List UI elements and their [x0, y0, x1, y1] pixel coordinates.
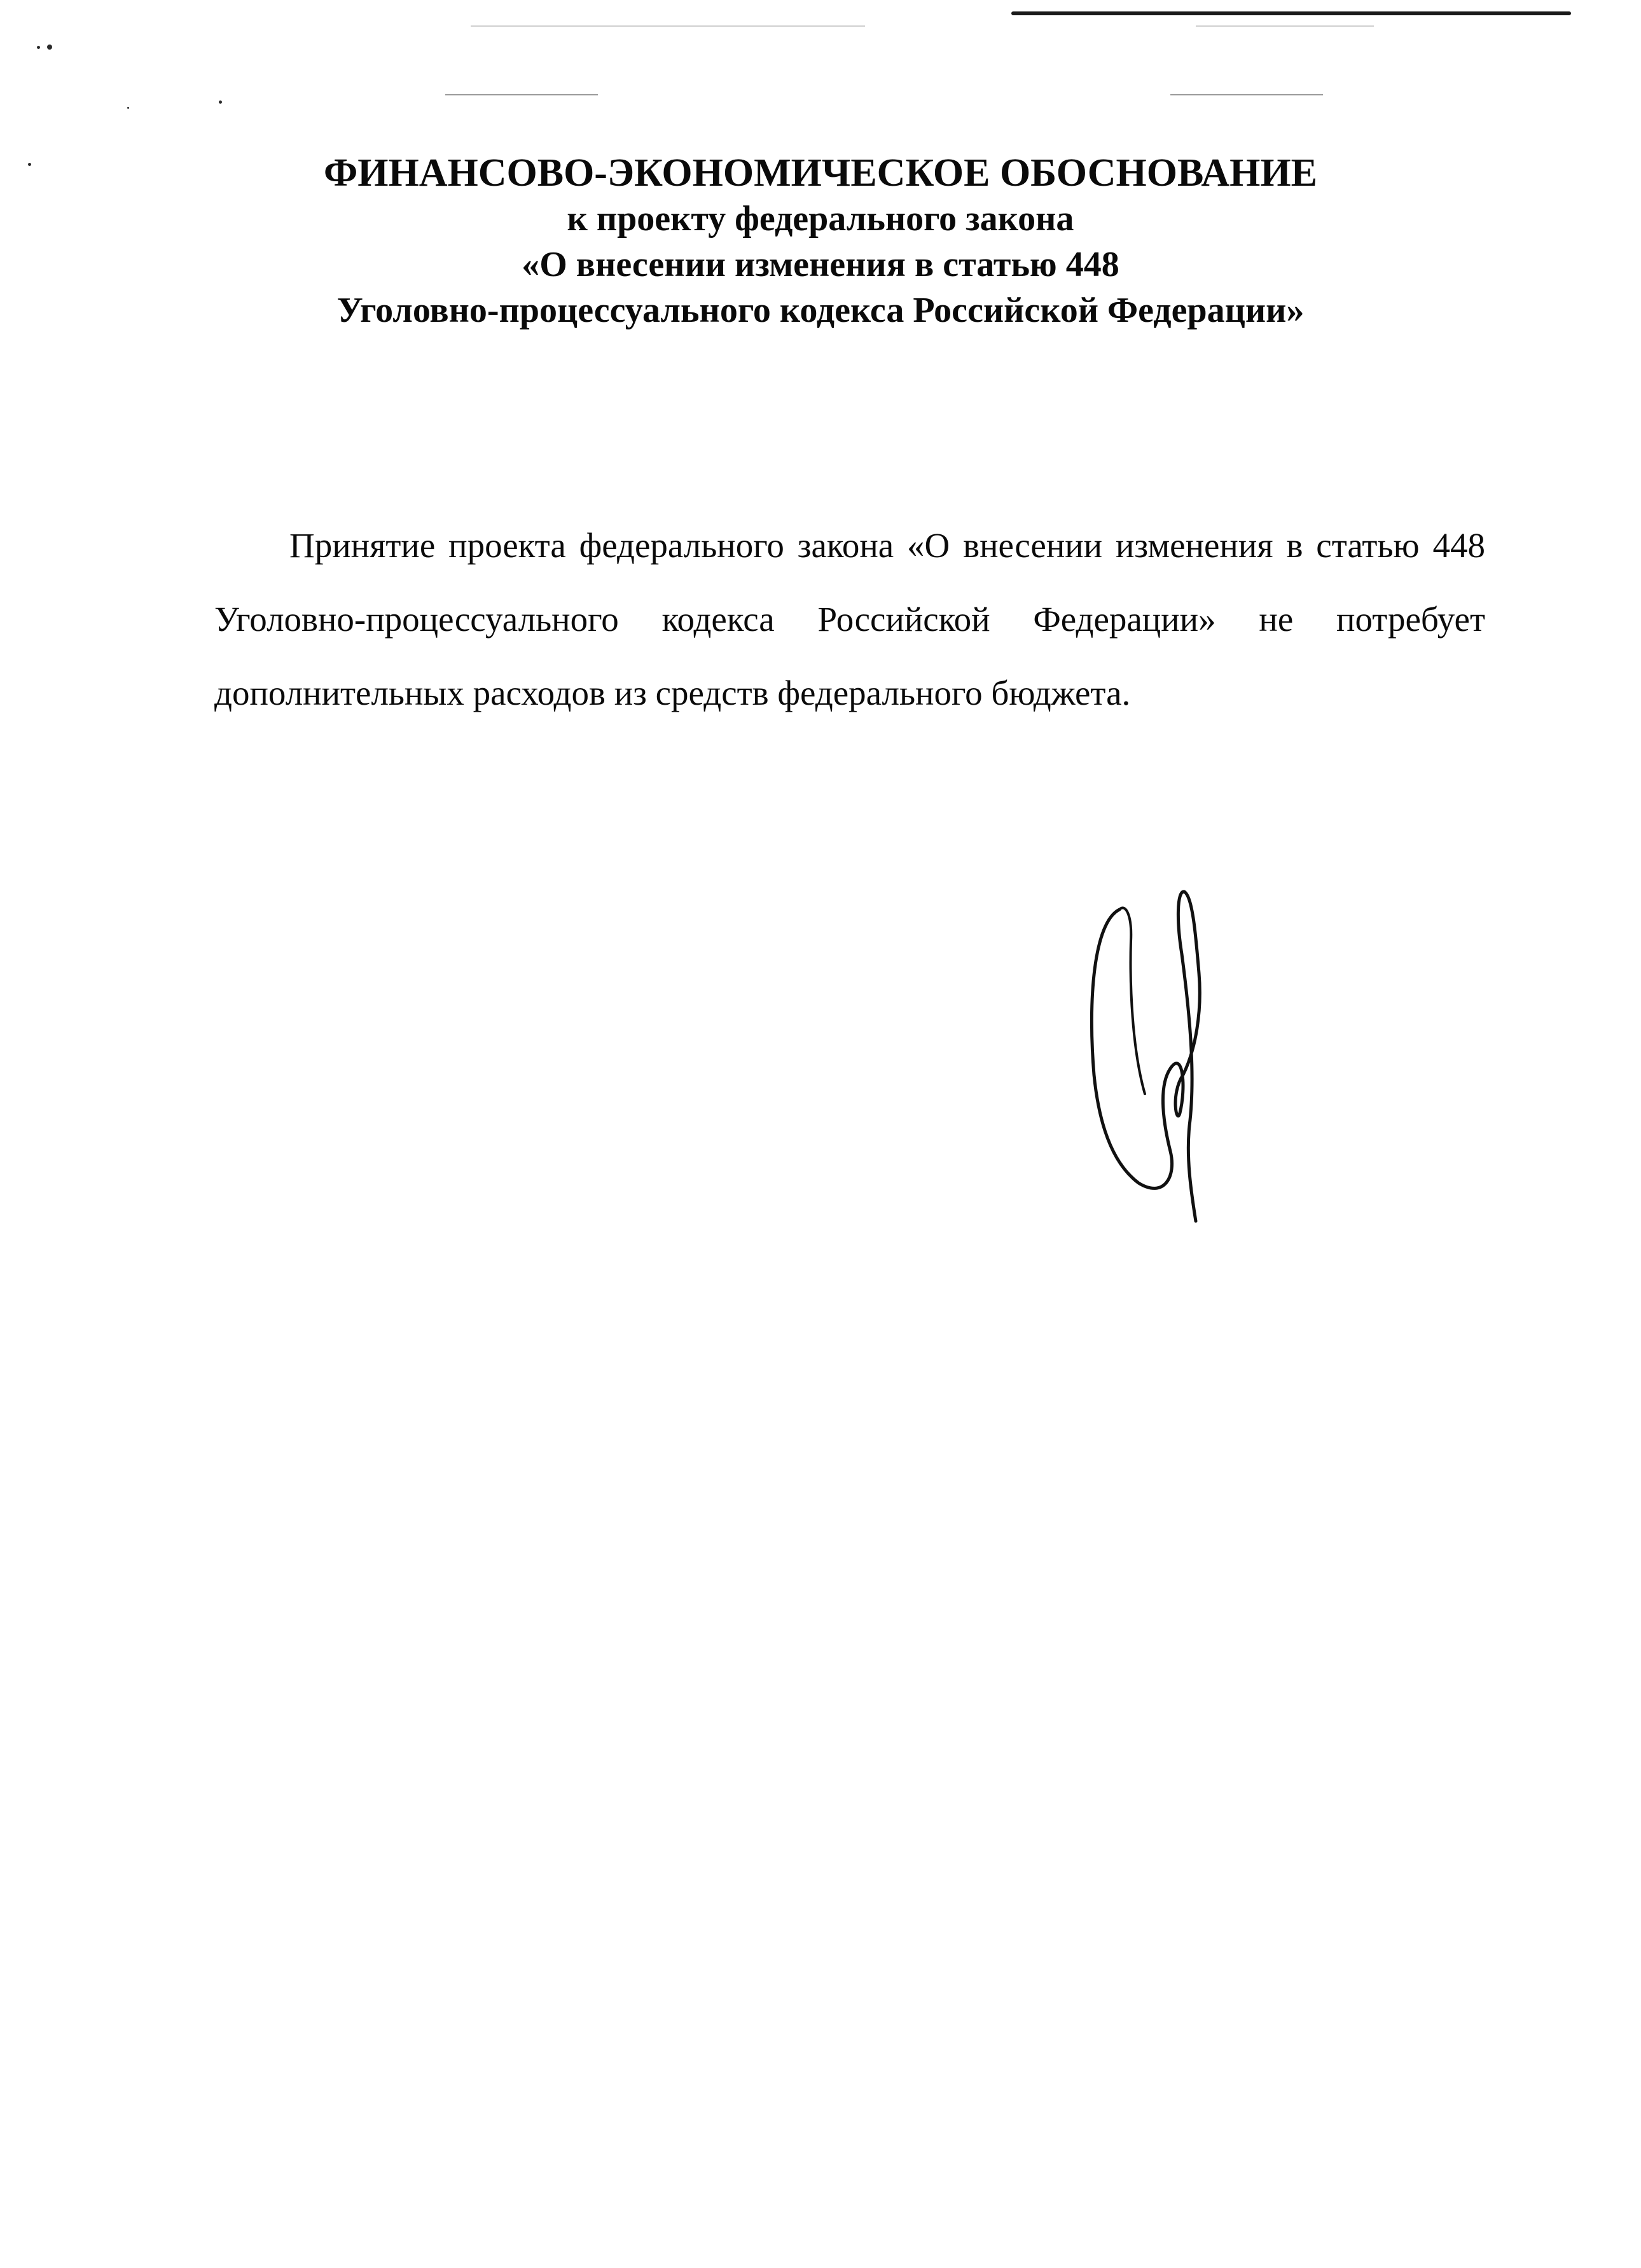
scan-speck: [219, 100, 222, 104]
scan-speck: [127, 107, 129, 109]
scan-speck: [37, 46, 40, 49]
document-subtitle-line-1: к проекту федерального закона: [567, 199, 1074, 239]
document-subtitle-line-3: Уголовно-процессуального кодекса Российской Федерации»: [336, 291, 1305, 330]
handwritten-signature-icon: [1075, 884, 1228, 1227]
scan-speck: [47, 45, 52, 50]
scan-artifact-line: [1011, 11, 1571, 15]
scan-artifact-dash: [1170, 94, 1323, 95]
document-subtitle-line-2: «О внесении изменения в статью 448: [522, 245, 1119, 284]
scan-artifact-dash: [1196, 25, 1374, 27]
scan-artifact-dash: [471, 25, 865, 27]
scan-artifact-dash: [445, 94, 598, 95]
document-header: [0, 150, 1641, 333]
document-title: ФИНАНСОВО-ЭКОНОМИЧЕСКОЕ ОБОСНОВАНИЕ: [324, 151, 1317, 195]
document-body-paragraph: Принятие проекта федерального закона «О внесении изменения в статью 448 Уголовно-процессуального кодекса Российской Федерации» не потребует дополнительных расходов из средств федерального бюджета.: [214, 526, 1485, 712]
